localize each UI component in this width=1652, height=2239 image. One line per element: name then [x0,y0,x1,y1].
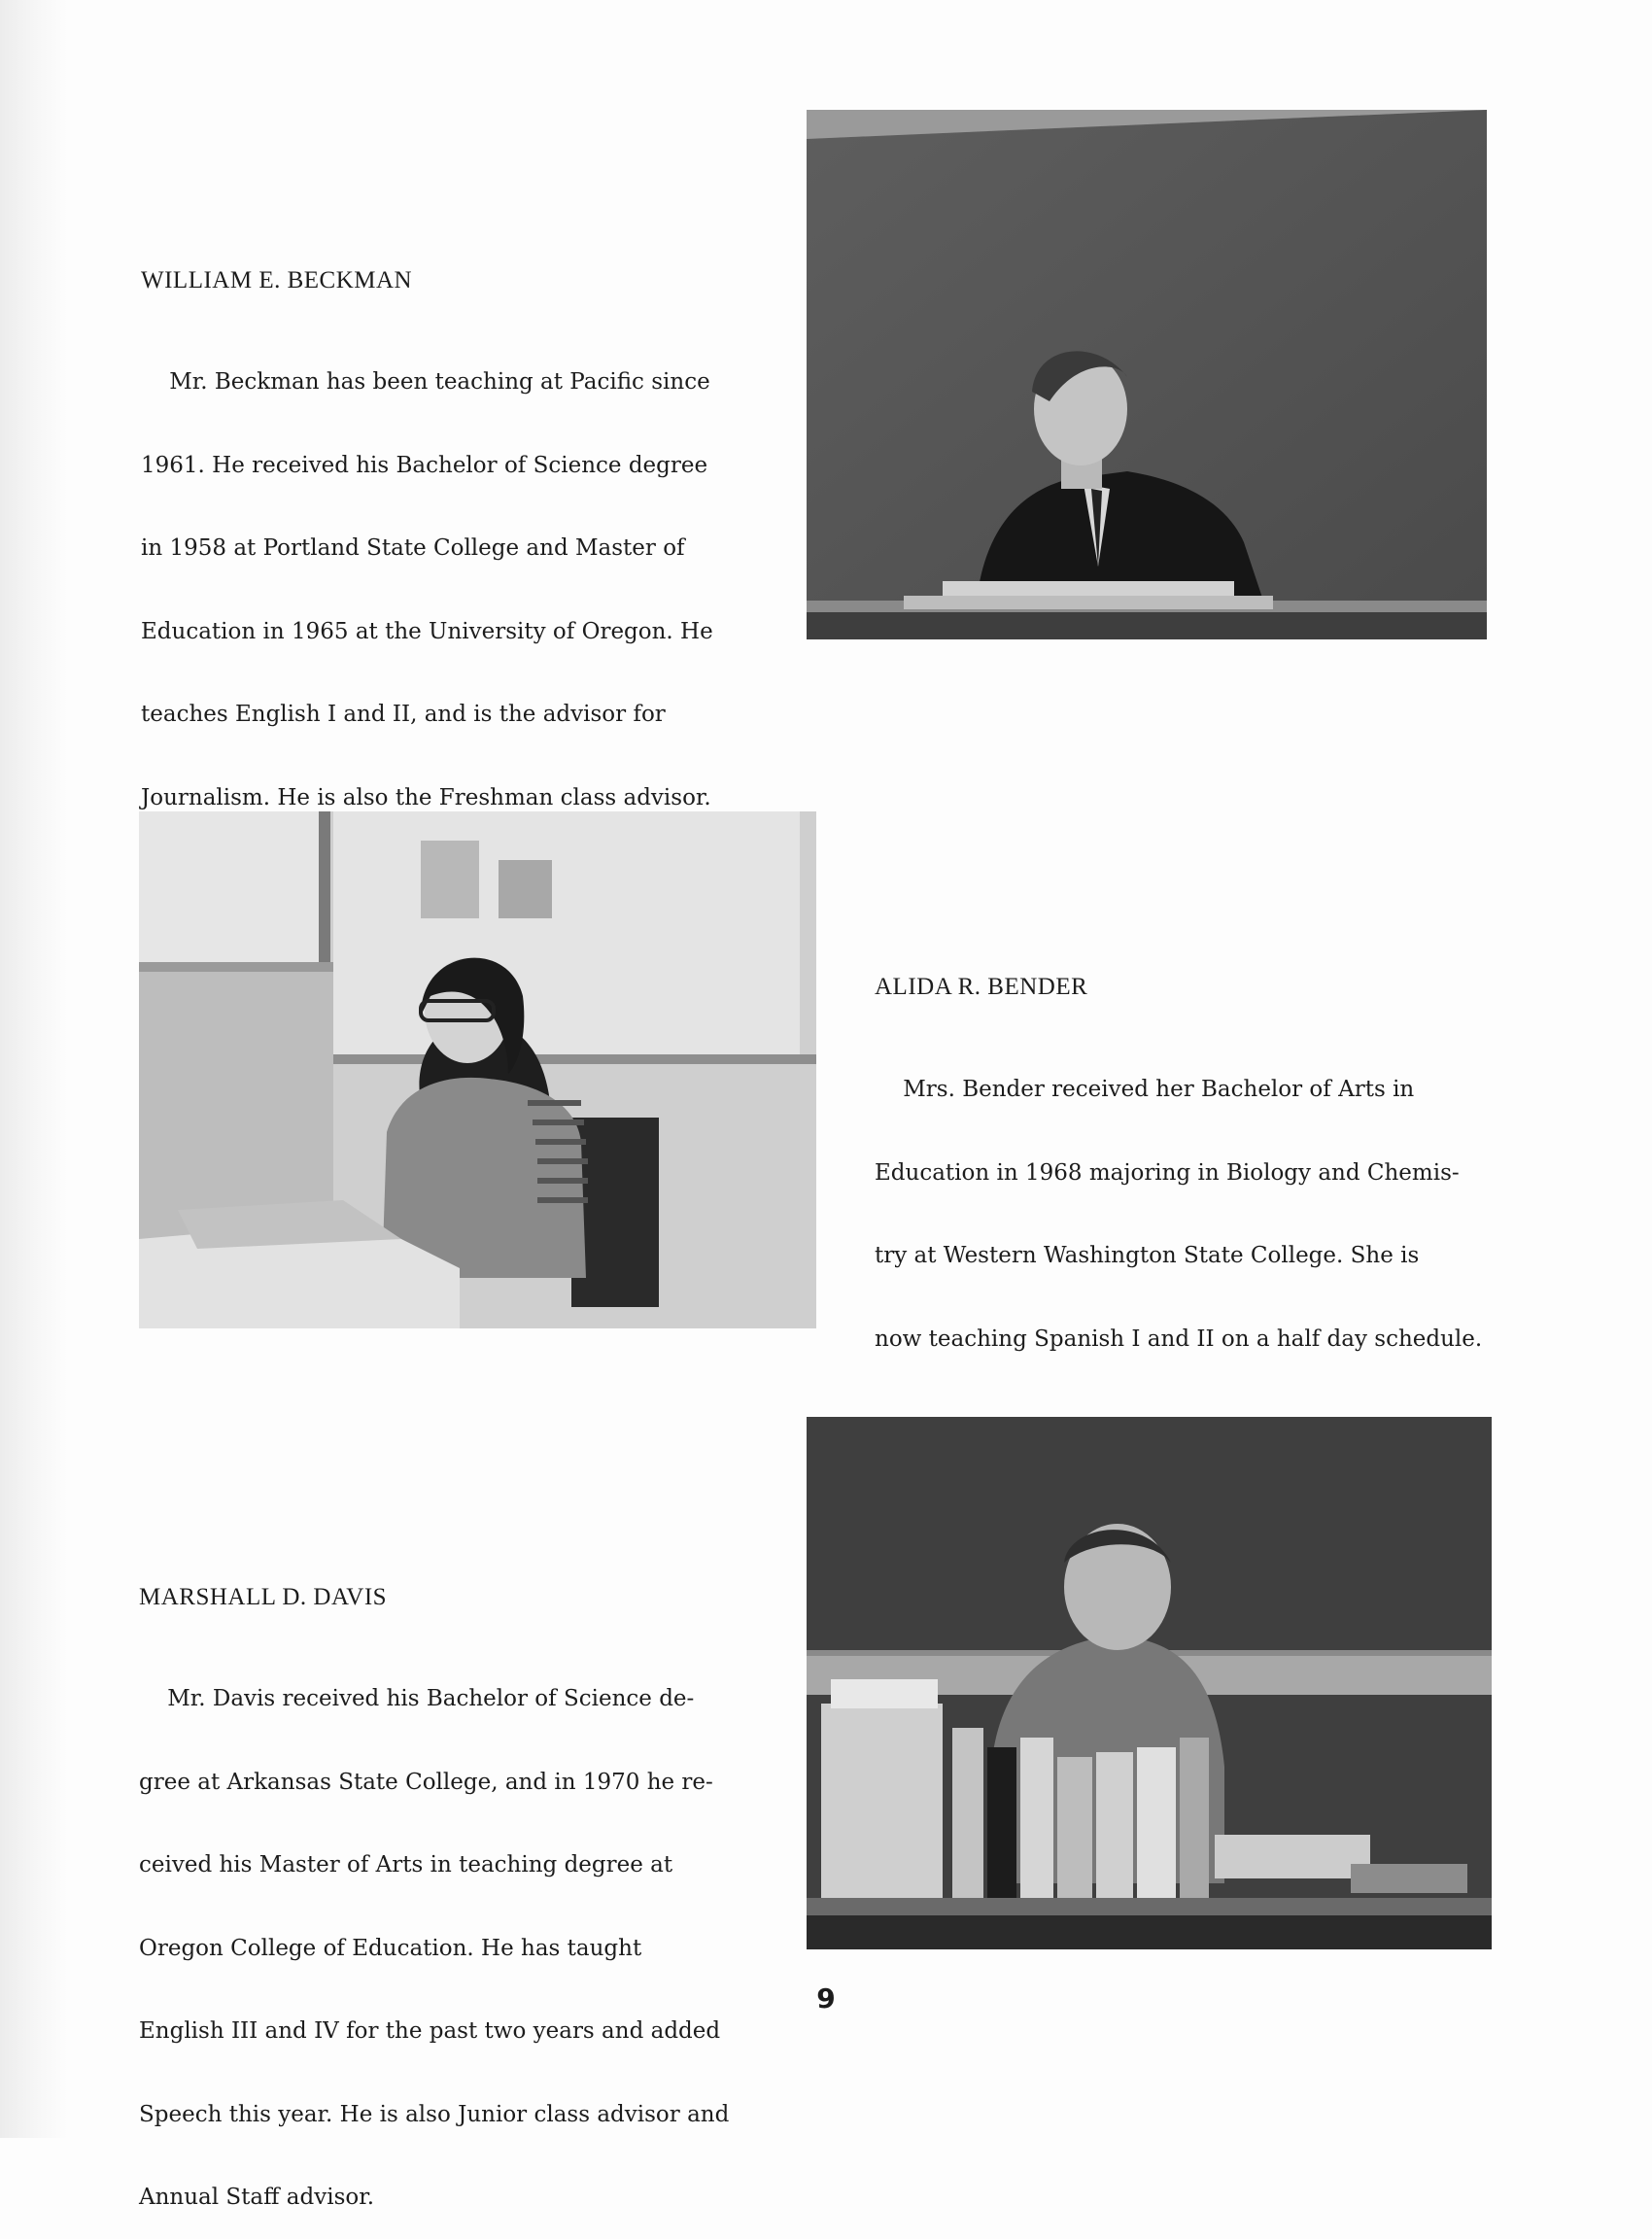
bio-line: Education in 1965 at the University of Oregon. He [141,618,713,644]
bio-line: Speech this year. He is also Junior class advisor and [139,2101,730,2127]
bio-line: Journalism. He is also the Freshman class advisor. [141,784,711,810]
bio-line: Oregon College of Education. He has taught [139,1935,642,1961]
bio-line: Mr. Beckman has been teaching at Pacific since [141,369,710,395]
teacher-name-davis: MARSHALL D. DAVIS [139,1584,388,1610]
bio-line: teaches English I and II, and is the advisor for [141,702,666,727]
teacher-name-beckman: WILLIAM E. BECKMAN [141,267,413,293]
bio-line: now teaching Spanish I and II on a half day schedule. [875,1326,1483,1352]
page-gutter-shadow [0,0,68,2138]
bio-line: gree at Arkansas State College, and in 1970 he re- [139,1769,713,1795]
bio-line: 1961. He received his Bachelor of Science degree [141,452,708,478]
teacher-bio-beckman [141,313,713,840]
bio-line: Mr. Davis received his Bachelor of Science de- [139,1686,695,1711]
page-number: 9 [816,1982,836,2015]
photo-davis [807,1417,1492,1949]
bio-line: Education in 1968 majoring in Biology and Chemis- [875,1159,1460,1186]
teacher-name-bender: ALIDA R. BENDER [875,974,1088,1000]
photo-beckman [807,110,1487,639]
bio-line: Annual Staff advisor. [139,2185,375,2210]
teacher-bio-bender [875,1020,1482,1381]
bio-line: try at Western Washington State College. She is [875,1243,1420,1268]
bio-line: ceived his Master of Arts in teaching degree at [139,1852,673,1877]
photo-bender [139,811,816,1328]
teacher-bio-davis [139,1630,729,2239]
bio-line: English III and IV for the past two years and added [139,2018,721,2044]
bio-line: in 1958 at Portland State College and Master of [141,535,685,561]
bio-line: Mrs. Bender received her Bachelor of Arts in [875,1077,1415,1102]
